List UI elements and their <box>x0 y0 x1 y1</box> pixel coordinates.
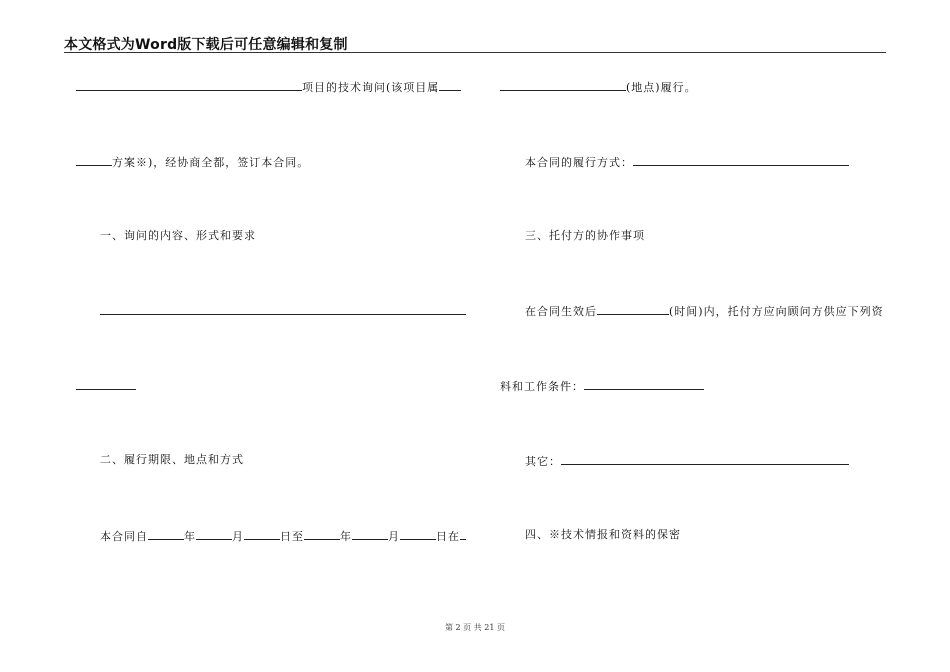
fill-blank[interactable] <box>244 528 280 540</box>
line-text: 其它： <box>525 455 561 468</box>
line-text: 本合同的履行方式： <box>525 156 633 169</box>
line-text: 本合同自 <box>100 530 148 543</box>
line-text: (地点)履行。 <box>626 81 697 94</box>
fill-blank[interactable] <box>196 528 232 540</box>
fill-blank[interactable] <box>100 303 466 315</box>
left-line-7 <box>100 528 466 544</box>
right-line-5 <box>500 378 704 394</box>
line-text: 方案※)，经协商全都，签订本合同。 <box>112 156 310 169</box>
line-text: 在合同生效后 <box>525 305 597 318</box>
left-line-4 <box>100 303 466 319</box>
page-number: 第 2 页 共 21 页 <box>445 623 505 632</box>
fill-blank[interactable] <box>597 303 669 315</box>
right-line-1 <box>500 79 697 95</box>
left-line-5 <box>76 378 136 394</box>
fill-blank[interactable] <box>400 528 436 540</box>
fill-blank[interactable] <box>633 154 849 166</box>
right-line-4 <box>525 303 884 319</box>
line-text: 日在 <box>436 530 460 543</box>
line-text: 年 <box>340 530 352 543</box>
section-heading-2: 二、履行期限、地点和方式 <box>100 453 244 466</box>
fill-blank[interactable] <box>500 79 626 91</box>
fill-blank[interactable] <box>352 528 388 540</box>
line-text: 日至 <box>280 530 304 543</box>
header-divider <box>64 52 886 53</box>
section-heading-1: 一、询问的内容、形式和要求 <box>100 229 256 242</box>
right-line-6 <box>525 453 849 469</box>
left-line-2 <box>76 154 309 170</box>
line-text: 年 <box>184 530 196 543</box>
fill-blank[interactable] <box>76 378 136 390</box>
line-text: 月 <box>388 530 400 543</box>
fill-blank[interactable] <box>76 154 112 166</box>
fill-blank[interactable] <box>76 79 302 91</box>
fill-blank[interactable] <box>460 528 466 540</box>
line-text: 料和工作条件： <box>500 380 584 393</box>
fill-blank[interactable] <box>439 79 461 91</box>
fill-blank[interactable] <box>561 453 849 465</box>
document-header-title: 本文格式为Word版下载后可任意编辑和复制 <box>64 37 348 53</box>
section-heading-3: 三、托付方的协作事项 <box>525 229 645 242</box>
fill-blank[interactable] <box>148 528 184 540</box>
fill-blank[interactable] <box>304 528 340 540</box>
fill-blank[interactable] <box>584 378 704 390</box>
left-line-1 <box>76 79 461 95</box>
line-text: 项目的技术询问(该项目属 <box>302 81 440 94</box>
line-text: (时间)内，托付方应向顾问方供应下列资 <box>669 305 884 318</box>
section-heading-4: 四、※技术情报和资料的保密 <box>525 528 681 541</box>
right-line-2 <box>525 154 849 170</box>
line-text: 月 <box>232 530 244 543</box>
